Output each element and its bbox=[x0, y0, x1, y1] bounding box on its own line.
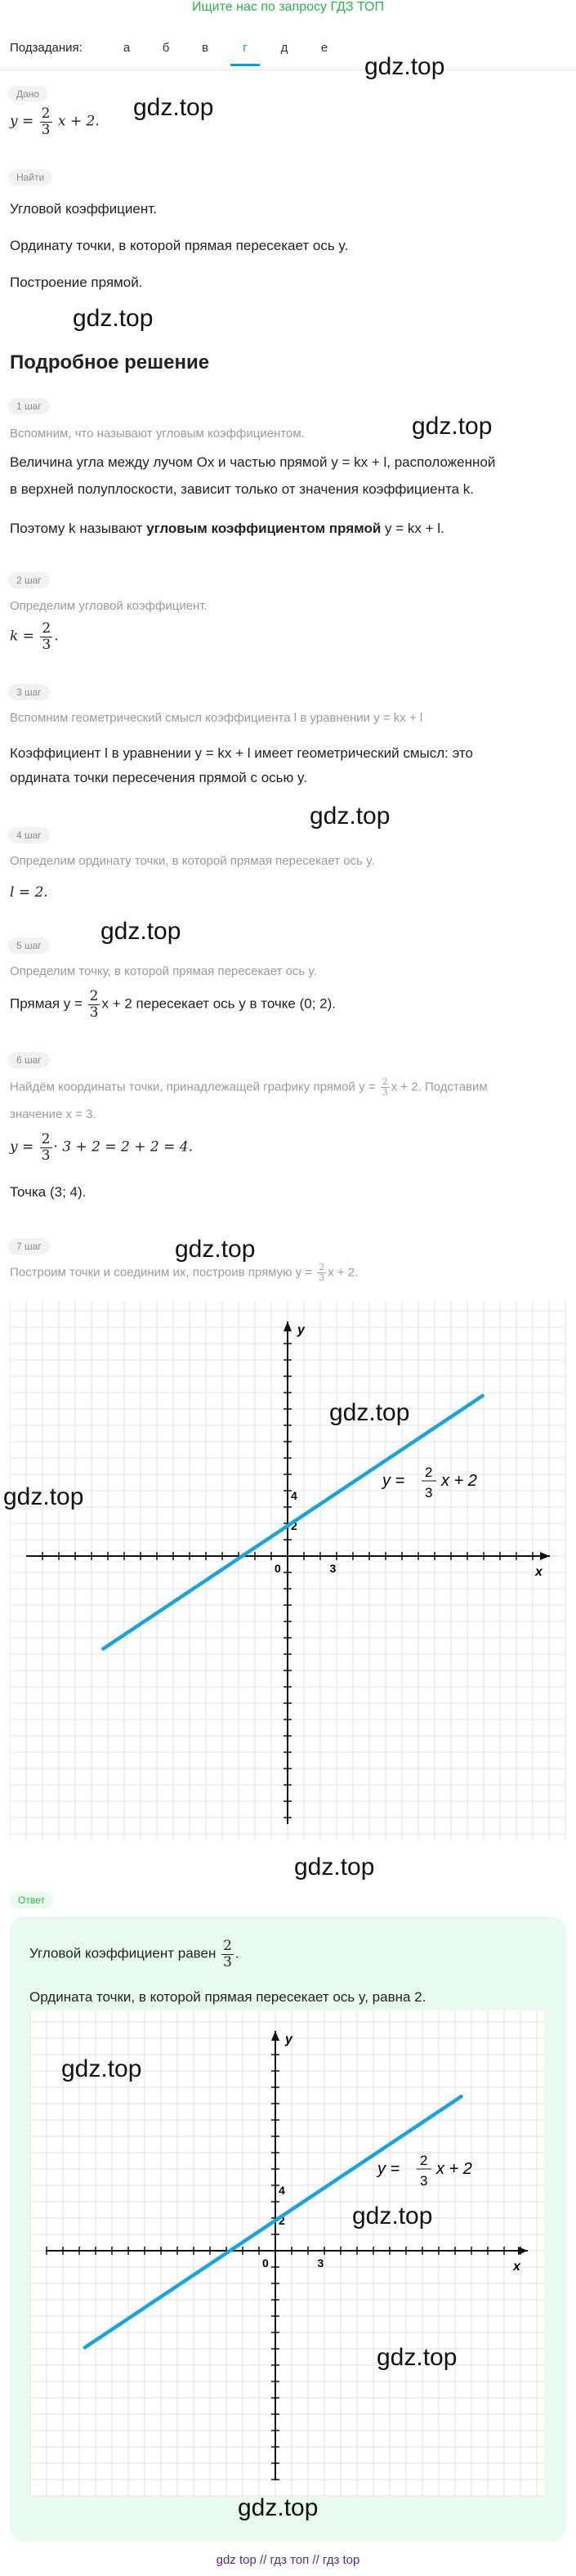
watermark-text: gdz.top bbox=[294, 1854, 375, 1881]
active-tab-indicator bbox=[230, 64, 260, 66]
solution-heading: Подробное решение bbox=[10, 351, 210, 373]
y-tick-label: 4 bbox=[291, 1489, 297, 1502]
answer-line-2: Ордината точки, в которой прямая пересекает ось y, равна 2. bbox=[29, 1989, 426, 2005]
step-6-point: Точка (3; 4). bbox=[10, 1184, 87, 1200]
step-3-line-1: Коэффициент l в уравнении y = kx + l имеет геометрический смысл: это bbox=[10, 745, 473, 761]
equation-label-right: x + 2 bbox=[441, 1472, 477, 1490]
origin-label: 0 bbox=[262, 2256, 269, 2270]
step-6-fraction: $\frac{2}{3}$ bbox=[41, 1131, 51, 1164]
step-4-hint: Определим ординату точки, в которой прямая пересекает ось y. bbox=[10, 854, 375, 868]
promo-banner[interactable]: Ищите нас по запросу ГДЗ ТОП bbox=[192, 0, 384, 14]
y-axis-label: y bbox=[285, 2033, 292, 2046]
step-5-fraction: $\frac{2}{3}$ bbox=[89, 988, 99, 1021]
watermark-text: gdz.top bbox=[100, 918, 181, 945]
x-tick-label: 3 bbox=[317, 2256, 324, 2270]
step-1-pill: 1 шаг bbox=[8, 398, 50, 414]
watermark-text: gdz.top bbox=[175, 1236, 256, 1263]
watermark-text: gdz.top bbox=[364, 53, 445, 80]
step-1-line-2: в верхней полуплоскости, зависит только от значения коэффициента k. bbox=[10, 481, 474, 497]
equation-label-num: 2 bbox=[425, 1465, 433, 1480]
step-7-hint-fraction: $\frac{2}{3}$ bbox=[319, 1262, 325, 1284]
step-1-line-1: Величина угла между лучом Ox и частью прямой y = kx + l, расположенной bbox=[10, 454, 496, 470]
step-6-calc: y = $\frac{2}{3}$ · 3 + 2 = 2 + 2 = 4. bbox=[10, 1131, 193, 1164]
x-tick-label: 3 bbox=[329, 1562, 337, 1575]
equation-label-left: y = bbox=[382, 1472, 405, 1490]
step-7-pill: 7 шаг bbox=[8, 1238, 50, 1254]
graph-solution bbox=[10, 1301, 566, 1840]
watermark-text: gdz.top bbox=[377, 2344, 458, 2371]
equation-label-den: 3 bbox=[425, 1485, 433, 1500]
step-5-text: Прямая y = $\frac{2}{3}$ x + 2 пересекает ось y в точке (0; 2). bbox=[10, 988, 336, 1021]
tab-a[interactable]: а bbox=[123, 41, 131, 55]
find-item-2: Ординату точки, в которой прямая пересекает ось y. bbox=[10, 238, 349, 253]
step-2-pill: 2 шаг bbox=[8, 572, 50, 588]
footer-links[interactable]: gdz top // гдз топ // гдз top bbox=[216, 2553, 360, 2567]
step-2-equation: k = $\frac{2}{3}$ . bbox=[10, 620, 59, 653]
term-slope: угловым коэффициентом прямой bbox=[146, 521, 382, 536]
y-tick-label: 4 bbox=[279, 2184, 285, 2197]
step-4-result: l = 2. bbox=[10, 884, 48, 901]
watermark-text: gdz.top bbox=[329, 1399, 410, 1426]
step-1-line-3: Поэтому k называют угловым коэффициентом прямой y = kx + l. bbox=[10, 521, 444, 536]
equation-label-right: x + 2 bbox=[436, 2160, 472, 2178]
graph-answer bbox=[29, 2010, 544, 2497]
watermark-text: gdz.top bbox=[133, 94, 214, 121]
x-axis-label: x bbox=[535, 1565, 543, 1579]
step-4-pill: 4 шаг bbox=[8, 827, 50, 843]
graph-background bbox=[29, 2010, 544, 2497]
equation-label-left: y = bbox=[377, 2160, 400, 2178]
step-7-hint: Построим точки и соединим их, построив прямую y = $\frac{2}{3}$ x + 2. bbox=[10, 1262, 359, 1284]
given-equation bbox=[10, 106, 100, 137]
y-tick-label: 2 bbox=[279, 2214, 285, 2227]
step-3-line-2: ордината точки пересечения прямой с осью y. bbox=[10, 770, 307, 785]
origin-label: 0 bbox=[275, 1562, 281, 1575]
step-6-pill: 6 шаг bbox=[8, 1052, 50, 1068]
answer-line-1: Угловой коэффициент равен $\frac{2}{3}$ . bbox=[29, 1938, 239, 1970]
tab-d[interactable]: д bbox=[280, 41, 288, 55]
watermark-text: gdz.top bbox=[352, 2203, 433, 2229]
tab-e[interactable]: е bbox=[320, 41, 328, 55]
step-6-hint-fraction: $\frac{2}{3}$ bbox=[382, 1076, 388, 1098]
step-2-hint: Определим угловой коэффициент. bbox=[10, 599, 208, 613]
find-item-3: Построение прямой. bbox=[10, 275, 143, 290]
watermark-text: gdz.top bbox=[3, 1483, 84, 1510]
given-pill: Дано bbox=[8, 86, 47, 102]
step-3-pill: 3 шаг bbox=[8, 684, 50, 700]
watermark-text: gdz.top bbox=[412, 413, 493, 440]
given-fraction: $\frac{2}{3}$ bbox=[41, 105, 51, 138]
y-axis-label: y bbox=[297, 1323, 305, 1337]
step-1-hint: Вспомним, что называют угловым коэффициентом. bbox=[10, 427, 305, 441]
step-5-pill: 5 шаг bbox=[8, 937, 50, 954]
answer-pill: Ответ bbox=[10, 1892, 53, 1908]
given-eq-left: y = bbox=[10, 113, 34, 130]
watermark-text: gdz.top bbox=[73, 305, 154, 332]
step-2-fraction: $\frac{2}{3}$ bbox=[42, 620, 51, 653]
watermark-text: gdz.top bbox=[238, 2494, 319, 2521]
step-3-hint: Вспомним геометрический смысл коэффициента l в уравнении y = kx + l bbox=[10, 711, 423, 725]
watermark-text: gdz.top bbox=[310, 803, 391, 830]
equation-label-den: 3 bbox=[420, 2173, 428, 2189]
x-axis-label: x bbox=[513, 2260, 520, 2274]
answer-fraction: $\frac{2}{3}$ bbox=[223, 1938, 232, 1970]
tab-v[interactable]: в bbox=[202, 41, 208, 55]
find-pill: Найти bbox=[8, 169, 52, 186]
subtasks-label: Подзадания: bbox=[10, 41, 83, 55]
equation-label-num: 2 bbox=[420, 2153, 428, 2168]
watermark-text: gdz.top bbox=[61, 2055, 142, 2082]
y-tick-label: 2 bbox=[291, 1519, 297, 1532]
step-6-hint: Найдём координаты точки, принадлежащей графику прямой y = $\frac{2}{3}$ x + 2. Подставим bbox=[10, 1076, 488, 1098]
step-6-hint-line-2: значение x = 3. bbox=[10, 1107, 96, 1121]
divider bbox=[0, 69, 576, 70]
given-eq-right: x + 2. bbox=[57, 113, 100, 130]
find-item-1: Угловой коэффициент. bbox=[10, 201, 157, 217]
step-5-hint: Определим точку, в которой прямая пересекает ось y. bbox=[10, 964, 317, 978]
tab-g[interactable]: г bbox=[243, 41, 248, 55]
tab-b[interactable]: б bbox=[162, 41, 170, 55]
